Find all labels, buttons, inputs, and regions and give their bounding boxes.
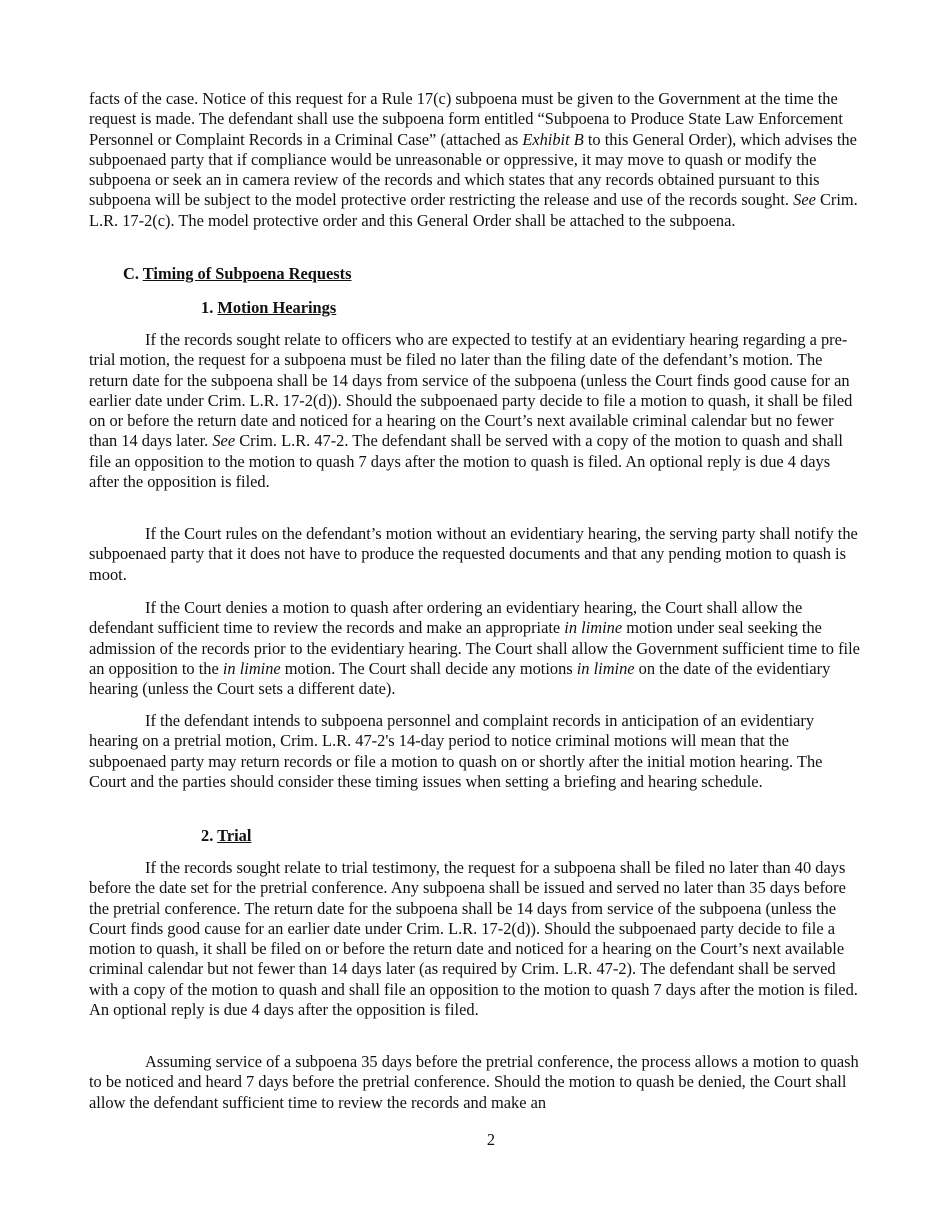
paragraph-trial-2 [89,1052,861,1113]
text-run: motion under seal seeking the admission of the records prior to the evidentiary hearing. The Court shall allow the Government sufficient time to file an opposition to the [89,618,860,678]
text-run: Crim. L.R. 17-2(c). The model protective order and this General Order shall be attached to the subpoena. [89,190,858,230]
paragraph-motion-2 [89,524,861,585]
text-run: facts of the case. Notice of this request for a Rule 17(c) subpoena must be given to the Government at the time the request is made. The defendant shall use the subpoena form entitled “Subpoena to Produce State Law Enforcement Personnel or Complaint Records in a Criminal Case” (attached as [89,89,843,149]
subsection-2-label: 2. [201,826,214,845]
paragraph-trial-1 [89,858,861,1020]
text-run: motion. The Court shall decide any motions [280,658,577,678]
paragraph-motion-4-text [89,711,861,792]
section-c-title: Timing of Subpoena Requests [142,264,352,283]
text-run: Assuming service of a subpoena 35 days before the pretrial conference, the process allows a motion to quash to be noticed and heard 7 days before the pretrial conference. Should the motion to quash be denied, the Court shall allow the defendant sufficient time to review the records and make an [89,1052,859,1112]
text-run: If the Court rules on the defendant’s motion without an evidentiary hearing, the serving party shall notify the subpoenaed party that it does not have to produce the requested documents and that any pending motion to quash is moot. [89,524,858,584]
text-run: to this General Order), which advises the subpoenaed party that if compliance would be unreasonable or oppressive, it may move to quash or modify the subpoena or seek an in camera review of the records and which states that any records obtained pursuant to this subpoena will be subject to the model protective order restricting the release and use of the records sought. [89,129,857,210]
subsection-2-heading [201,826,251,846]
section-c-label: C. [123,264,139,283]
text-run: If the defendant intends to subpoena personnel and complaint records in anticipation of an evidentiary hearing on a pretrial motion, Crim. L.R. 47-2's 14-day period to notice criminal motions will mean that the subpoenaed party may return records or file a motion to quash on or shortly after the initial motion hearing. The Court and the parties should consider these timing issues when setting a briefing and hearing schedule. [89,711,823,791]
paragraph-motion-3 [89,598,861,699]
paragraph-motion-1-text [89,330,861,492]
italic-run: in limine [564,618,623,638]
paragraph-intro-text [89,89,861,231]
text-run: If the records sought relate to officers who are expected to testify at an evidentiary hearing regarding a pre-trial motion, the request for a subpoena must be filed no later than the filing date of the defendant’s motion. The return date for the subpoena shall be 14 days from service of the subpoena (unless the Court finds good cause for an earlier date under Crim. L.R. 17-2(d)). Should the subpoenaed party decide to file a motion to quash, it shall be filed on or before the return date and noticed for a hearing on the Court’s next available criminal calendar but no fewer than 14 days later. [89,330,853,451]
italic-run: in limine [222,658,281,678]
text-run: on the date of the evidentiary hearing (unless the Court sets a different date). [89,658,831,699]
paragraph-motion-3-text [89,598,861,699]
page-number: 2 [486,1130,496,1149]
paragraph-motion-1 [89,330,861,492]
subsection-1-title: Motion Hearings [217,298,337,317]
paragraph-trial-2-text [89,1052,861,1113]
paragraph-motion-2-text [89,524,861,585]
italic-run: Exhibit B [522,129,584,149]
text-run: If the records sought relate to trial testimony, the request for a subpoena shall be filed no later than 40 days before the date set for the pretrial conference. Any subpoena shall be issued and served no later than 35 days before the pretrial conference. The return date for the subpoena shall be 14 days from service of the subpoena (unless the Court finds good cause for an earlier date under Crim. L.R. 17-2(d)). Should the subpoenaed party decide to file a motion to quash, it shall be filed on or before the return date and noticed for a hearing on the Court’s next available criminal calendar but not fewer than 14 days later (as required by Crim. L.R. 47-2). The defendant shall be served with a copy of the motion to quash and shall file an opposition to the motion to quash 7 days after the motion is filed. An optional reply is due 4 days after the opposition is filed. [89,858,858,1020]
text-run: Crim. L.R. 47-2. The defendant shall be served with a copy of the motion to quash and shall file an opposition to the motion to quash 7 days after the motion to quash is filed. An optional reply is due 4 days after the opposition is filed. [89,431,843,492]
paragraph-trial-1-text [89,858,861,1020]
italic-run: in limine [576,658,635,678]
text-run: If the Court denies a motion to quash after ordering an evidentiary hearing, the Court shall allow the defendant sufficient time to review the records and make an appropriate [89,598,803,638]
paragraph-intro [89,89,861,231]
section-c-heading [123,264,351,284]
subsection-1-label: 1. [201,298,214,317]
subsection-2-title: Trial [217,826,252,845]
italic-run: See [793,190,816,210]
paragraph-motion-4 [89,711,861,792]
subsection-1-heading [201,298,336,318]
italic-run: See [212,431,236,451]
